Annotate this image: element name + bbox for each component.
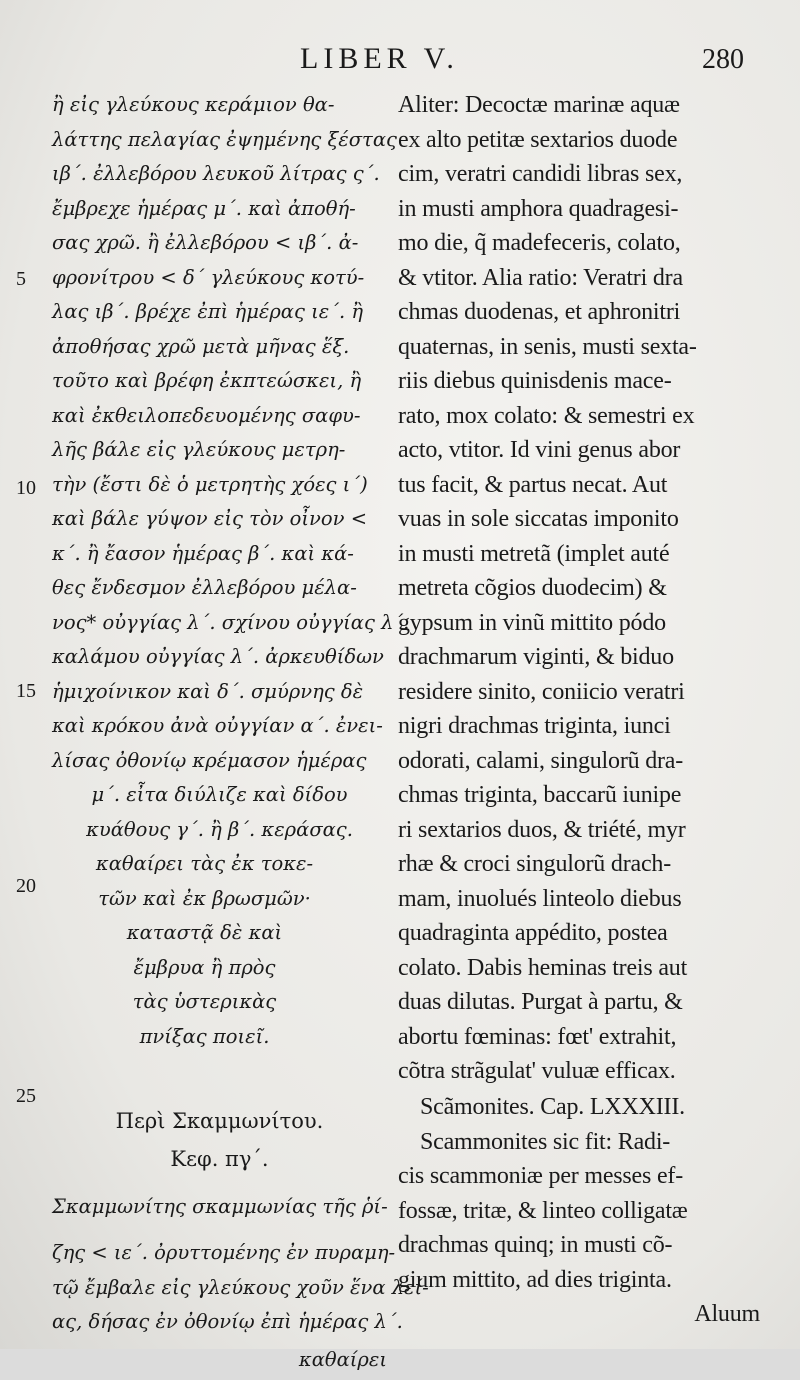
greek-line: τῶν καὶ ἐκ βρωσμῶν· (98, 886, 311, 910)
greek-line: λίσας ὀθονίῳ κρέμασον ἡμέρας (52, 748, 367, 772)
latin-line: in musti metretã (implet auté (398, 540, 670, 567)
latin-line: metreta cõgios duodecim) & (398, 575, 667, 601)
greek-line: ἔμβρυα ἢ πρὸς (133, 955, 276, 979)
latin-line: colato. Dabis heminas treis aut (398, 954, 688, 981)
latin-line: ri sextarios duos, & triété, myr (398, 816, 686, 843)
latin-line: abortu fœminas: fœt' extrahit, (398, 1023, 677, 1050)
greek-line: τὴν (ἔστι δὲ ὁ μετρητὴς χόες ι΄) (52, 472, 368, 496)
greek-line: Σκαμμωνίτης σκαμμωνίας τῆς ῥί- (52, 1195, 388, 1218)
latin-line: ex alto petitæ sextarios duode (398, 126, 678, 153)
latin-line: odorati, calami, singulorũ dra- (398, 747, 684, 774)
greek-line: θες ἔνδεσμον ἐλλεβόρου μέλα- (52, 576, 357, 599)
greek-line: τῷ ἔμβαλε εἰς γλεύκους χοῦν ἕνα λεί- (52, 1275, 429, 1299)
greek-line: καταστᾷ δὲ καὶ (126, 921, 283, 944)
greek-line: πνίξας ποιεῖ. (139, 1024, 270, 1048)
latin-line: chmas triginta, baccarũ iunipe (398, 782, 682, 808)
line-number: 20 (16, 875, 36, 897)
greek-line: καὶ ἐκθειλοπεδευομένης σαφυ- (52, 403, 361, 427)
greek-line: τοῦτο καὶ βρέφη ἐκπτεώσκει, ἢ (52, 369, 362, 392)
latin-line: vuas in sole siccatas imponito (398, 506, 679, 532)
latin-line: Aliter: Decoctæ marinæ aquæ (398, 92, 680, 118)
latin-line: nigri drachmas triginta, iunci (398, 713, 671, 739)
latin-line: gium mittito, ad dies triginta. (398, 1266, 672, 1293)
latin-line: rhæ & croci singulorũ drach- (398, 851, 671, 877)
latin-line: cõtra strãgulat' vuluæ efficax. (398, 1058, 676, 1084)
latin-line: in musti amphora quadragesi- (398, 195, 679, 222)
greek-line: κ΄. ἢ ἔασον ἡμέρας β΄. καὶ κά- (52, 541, 354, 565)
greek-line: φρονίτρου < δ΄ γλεύκους κοτύ- (52, 265, 365, 289)
latin-catchword: Aluum (694, 1301, 760, 1327)
greek-line: λάττης πελαγίας ἐψημένης ξέστας (52, 127, 397, 151)
latin-line: chmas duodenas, et aphronitri (398, 299, 681, 325)
greek-catchword: καθαίρει (298, 1347, 387, 1371)
latin-line: quaternas, in senis, musti sexta- (398, 333, 697, 360)
greek-line: καλάμου οὐγγίας λ΄. ἀρκευθίδων (52, 645, 384, 668)
greek-line: ἢ εἰς γλεύκους κεράμιον θα- (52, 93, 335, 116)
latin-line: rato, mox colato: & semestri ex (398, 402, 695, 429)
latin-line: duas dilutas. Purgat à partu, & (398, 989, 683, 1015)
latin-chapter-heading: Scãmonites. Cap. LXXXIII. (420, 1093, 685, 1120)
greek-line: λῆς βάλε εἰς γλεύκους μετρη- (52, 438, 346, 461)
line-number: 5 (16, 268, 26, 290)
running-head (0, 42, 800, 82)
greek-line: ας, δήσας ἐν ὀθονίῳ ἐπὶ ἡμέρας λ΄. (52, 1310, 403, 1333)
latin-line: acto, vtitor. Id vini genus abor (398, 437, 681, 463)
greek-line: καθαίρει τὰς ἐκ τοκε- (95, 852, 314, 875)
latin-line: mam, inuolués linteolo diebus (398, 885, 682, 912)
latin-line: cim, veratri candidi libras sex, (398, 161, 683, 187)
greek-line: σας χρῶ. ἢ ἐλλεβόρου < ιβ΄. ἀ- (52, 231, 359, 254)
latin-line: fossæ, tritæ, & linteo colligatæ (398, 1197, 688, 1224)
greek-line: ἔμβρεχε ἡμέρας μ΄. καὶ ἀποθή- (52, 196, 356, 220)
greek-line: μ΄. εἶτα διύλιζε καὶ δίδου (91, 783, 348, 806)
greek-line: λας ιβ΄. βρέχε ἐπὶ ἡμέρας ιε΄. ἢ (52, 300, 364, 323)
latin-line: drachmarum viginti, & biduo (398, 644, 674, 670)
latin-line: mo die, q̃ madefeceris, colato, (398, 230, 681, 256)
latin-line: tus facit, & partus necat. Aut (398, 471, 668, 498)
latin-line: Scammonites sic fit: Radi- (420, 1128, 671, 1155)
greek-line: νος* οὐγγίας λ΄. σχίνου οὐγγίας λ΄. (52, 610, 410, 634)
greek-column (52, 88, 429, 1380)
spacer (52, 1054, 387, 1102)
latin-line: quadraginta appédito, postea (398, 920, 668, 946)
greek-line: τὰς ὑστερικὰς (132, 990, 277, 1013)
page-number: 280 (702, 44, 744, 75)
greek-chapter-number: Κεφ. πγ΄. (170, 1147, 269, 1171)
latin-line: gypsum in vinũ mittito pódo (398, 609, 666, 636)
latin-line: cis scammoniæ per messes ef- (398, 1163, 683, 1189)
line-number: 25 (16, 1085, 36, 1107)
greek-line: ἀποθήσας χρῶ μετὰ μῆνας ἕξ. (52, 334, 350, 358)
latin-line: & vtitor. Alia ratio: Veratri dra (398, 264, 683, 291)
greek-chapter-heading: Περὶ Σκαμμωνίτου. (115, 1109, 324, 1133)
greek-line: κυάθους γ΄. ἢ β΄. κεράσας. (86, 817, 353, 841)
latin-line: residere sinito, coniicio veratri (398, 678, 685, 705)
latin-line: drachmas quinq; in musti cõ- (398, 1232, 673, 1258)
greek-line: ἡμιχοίνικον καὶ δ΄. σμύρνης δὲ (52, 679, 364, 703)
running-title: LIBER V. (300, 42, 459, 75)
line-number: 10 (16, 477, 36, 499)
greek-line: καὶ κρόκου ἀνὰ οὐγγίαν α΄. ἐνει- (52, 714, 383, 737)
greek-line: ζης < ιε΄. ὀρυττομένης ἐν πυραμη- (52, 1241, 396, 1264)
latin-line: riis diebus quinisdenis mace- (398, 368, 672, 394)
latin-column (398, 88, 760, 1332)
line-number: 15 (16, 680, 36, 702)
greek-line: ιβ΄. ἐλλεβόρου λευκοῦ λίτρας ς΄. (52, 162, 380, 185)
greek-line: καὶ βάλε γύψον εἰς τὸν οἶνον < (52, 507, 368, 530)
